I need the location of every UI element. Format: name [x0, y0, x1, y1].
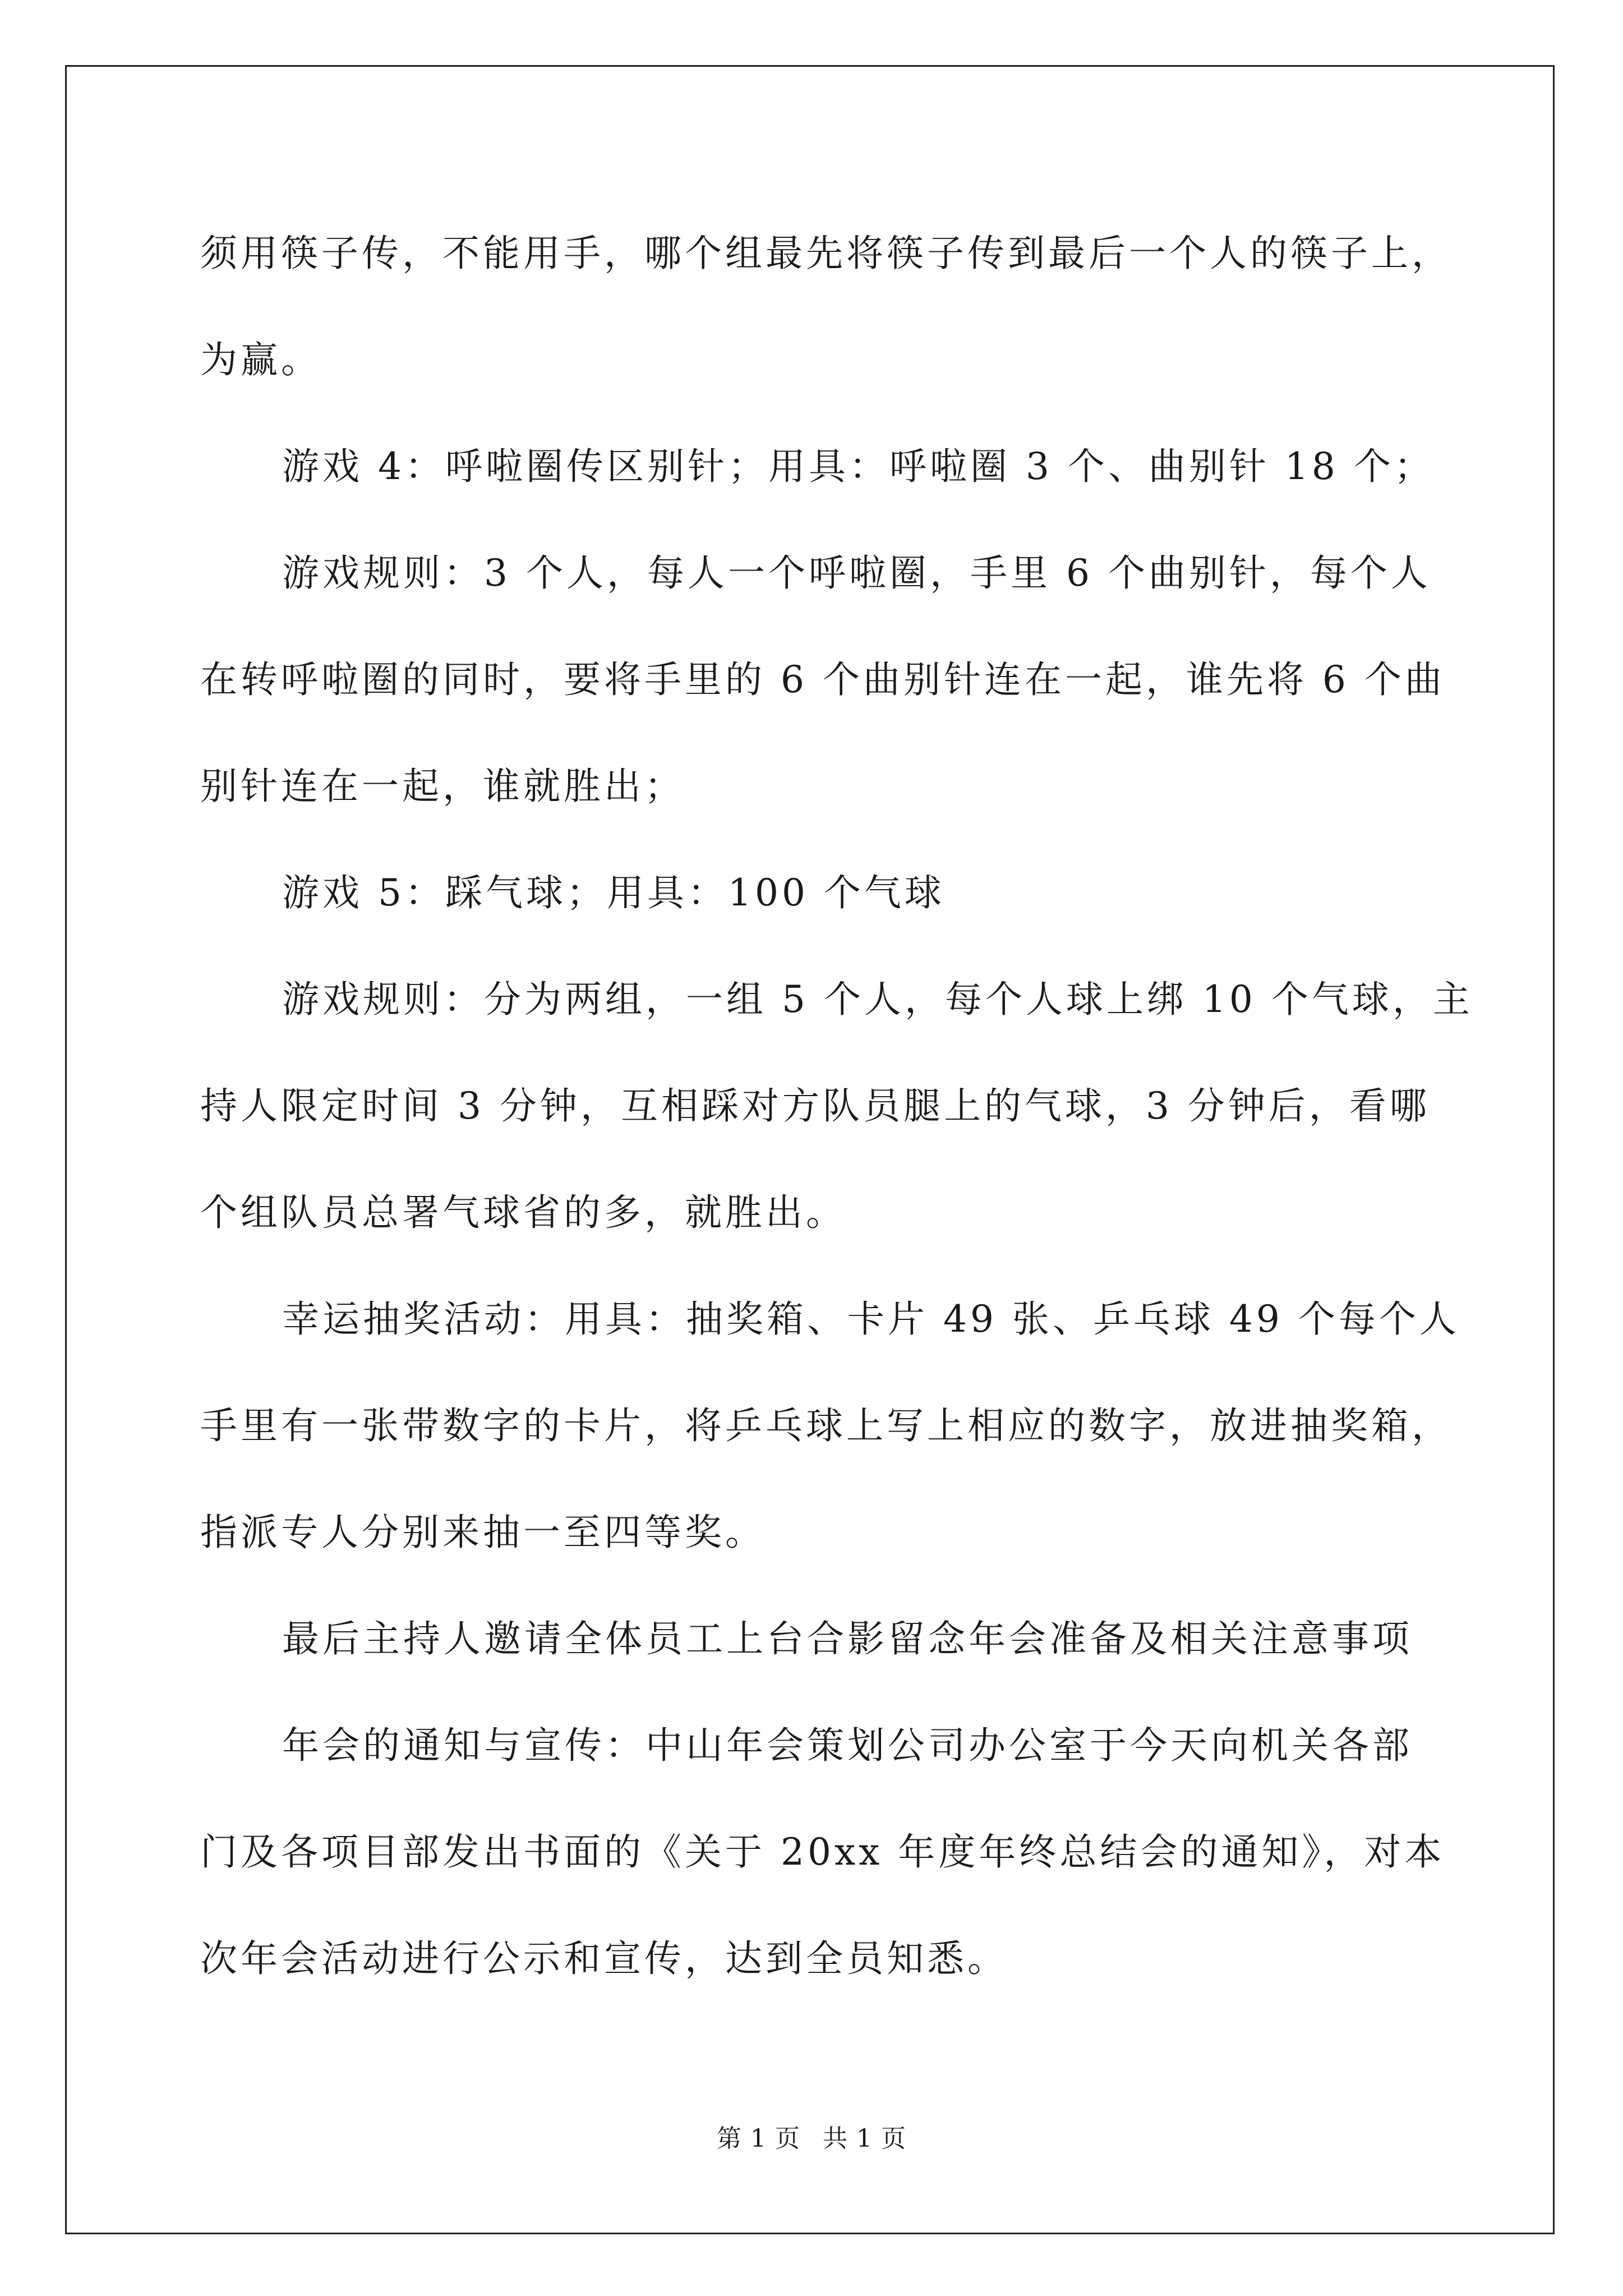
page-border	[65, 65, 1555, 2234]
page-footer	[0, 2123, 1623, 2155]
text-line: 次年会活动进行公示和宣传，达到全员知悉。	[200, 1937, 1008, 1980]
text-line: 指派专人分别来抽一至四等奖。	[200, 1511, 766, 1554]
text-line: 为赢。	[200, 338, 321, 381]
text-line: 游戏 4：呼啦圈传区别针；用具：呼啦圈 3 个、曲别针 18 个；	[282, 445, 1435, 488]
text-line: 手里有一张带数字的卡片，将乒乓球上写上相应的数字，放进抽奖箱，	[200, 1404, 1452, 1447]
text-line: 年会的通知与宣传：中山年会策划公司办公室于今天向机关各部	[282, 1724, 1413, 1767]
text-line: 在转呼啦圈的同时，要将手里的 6 个曲别针连在一起，谁先将 6 个曲	[200, 658, 1445, 701]
text-line: 游戏规则：分为两组，一组 5 个人，每个人球上绑 10 个气球，主	[282, 978, 1473, 1021]
text-line: 最后主持人邀请全体员工上台合影留念年会准备及相关注意事项	[282, 1617, 1413, 1660]
page-total: 共 1 页	[823, 2124, 906, 2153]
text-line: 别针连在一起，谁就胜出；	[200, 765, 685, 808]
text-line: 游戏 5：踩气球；用具：100 个气球	[282, 871, 945, 914]
text-line: 游戏规则：3 个人，每人一个呼啦圈，手里 6 个曲别针，每个人	[282, 551, 1431, 595]
text-line: 须用筷子传，不能用手，哪个组最先将筷子传到最后一个人的筷子上，	[200, 232, 1452, 275]
page-number: 第 1 页	[717, 2124, 800, 2153]
text-line: 持人限定时间 3 分钟，互相踩对方队员腿上的气球，3 分钟后，看哪	[200, 1084, 1430, 1128]
text-line: 门及各项目部发出书面的《关于 20xx 年度年终总结会的通知》，对本	[200, 1830, 1445, 1874]
text-line: 个组队员总署气球省的多，就胜出。	[200, 1191, 846, 1234]
text-line: 幸运抽奖活动：用具：抽奖箱、卡片 49 张、乒乓球 49 个每个人	[282, 1297, 1460, 1341]
